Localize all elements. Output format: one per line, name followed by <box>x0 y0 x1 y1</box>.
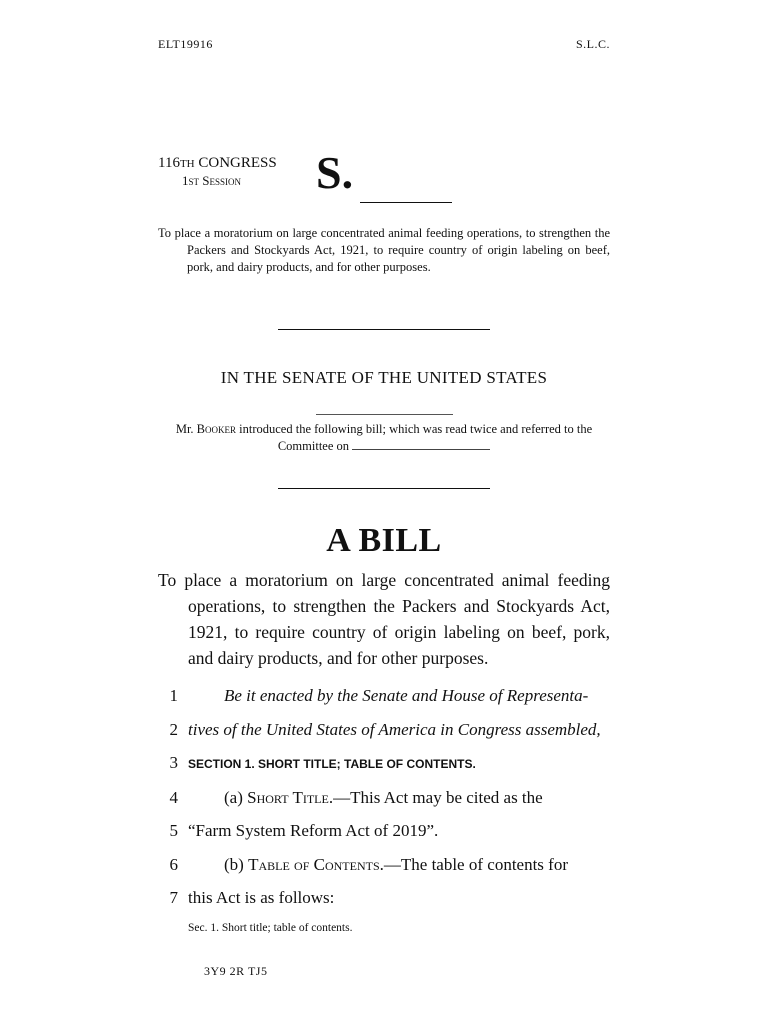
slc-label: S.L.C. <box>575 37 610 51</box>
purpose-summary: To place a moratorium on large concentrated animal feeding operations, to strengthen the Packers and Stockyards Act, 1921, to require country of origin labeling on beef, pork, and dairy products, and for other purposes. <box>158 226 610 274</box>
subsection-a <box>224 788 610 808</box>
introduction-statement <box>158 421 610 455</box>
divider-rule <box>278 329 490 330</box>
toc-intro-text: this Act is as follows: <box>188 888 335 907</box>
subsection-heading: Short Title <box>247 788 329 807</box>
bill-number-blank <box>360 202 452 203</box>
line-number: 6 <box>169 855 178 874</box>
subsection-b <box>224 855 610 875</box>
footer-code: 3Y9 2R TJ5 <box>204 964 268 978</box>
line-number: 1 <box>169 686 178 705</box>
enacting-clause: Be it enacted by the Senate and House of Representa- <box>224 686 589 705</box>
subsection-heading: Table of Contents <box>248 855 380 874</box>
congress-session: 1st Session <box>182 173 241 188</box>
bill-number: S. <box>316 147 354 198</box>
enacting-clause: tives of the United States of America in Congress assembled, <box>188 720 601 739</box>
committee-blank <box>352 438 490 450</box>
purpose-full: To place a moratorium on large concentrated animal feeding operations, to strengthen the Packers and Stockyards Act, 1921, to require country of origin labeling on beef, pork, and dairy products, and for other purposes. <box>158 570 610 668</box>
bill-title: A BILL <box>326 522 442 559</box>
toc-entry: Sec. 1. Short title; table of contents. <box>188 922 353 934</box>
line-number: 3 <box>169 753 178 772</box>
line-number: 7 <box>169 888 178 907</box>
subsection-text: .—The table of contents for <box>379 855 568 874</box>
intro-prefix: Mr. <box>175 422 197 436</box>
thin-divider <box>316 414 453 415</box>
chamber-heading: IN THE SENATE OF THE UNITED STATES <box>220 368 548 387</box>
line-number: 2 <box>169 720 178 739</box>
document-id: ELT19916 <box>158 37 213 51</box>
line-number: 4 <box>169 788 178 807</box>
line-number: 5 <box>169 821 178 840</box>
short-title-text: “Farm System Reform Act of 2019”. <box>188 821 439 840</box>
intro-text: introduced the following bill; which was read twice and referred to the Committee on <box>236 422 593 453</box>
sponsor-name: Booker <box>196 422 237 436</box>
subsection-text: .—This Act may be cited as the <box>328 788 543 807</box>
divider-rule <box>278 488 490 489</box>
congress-block <box>158 155 277 189</box>
subsection-label: (a) <box>224 788 248 807</box>
subsection-label: (b) <box>224 855 249 874</box>
section-heading: SECTION 1. SHORT TITLE; TABLE OF CONTENTS. <box>188 757 476 771</box>
congress-number: 116th CONGRESS <box>158 155 277 171</box>
